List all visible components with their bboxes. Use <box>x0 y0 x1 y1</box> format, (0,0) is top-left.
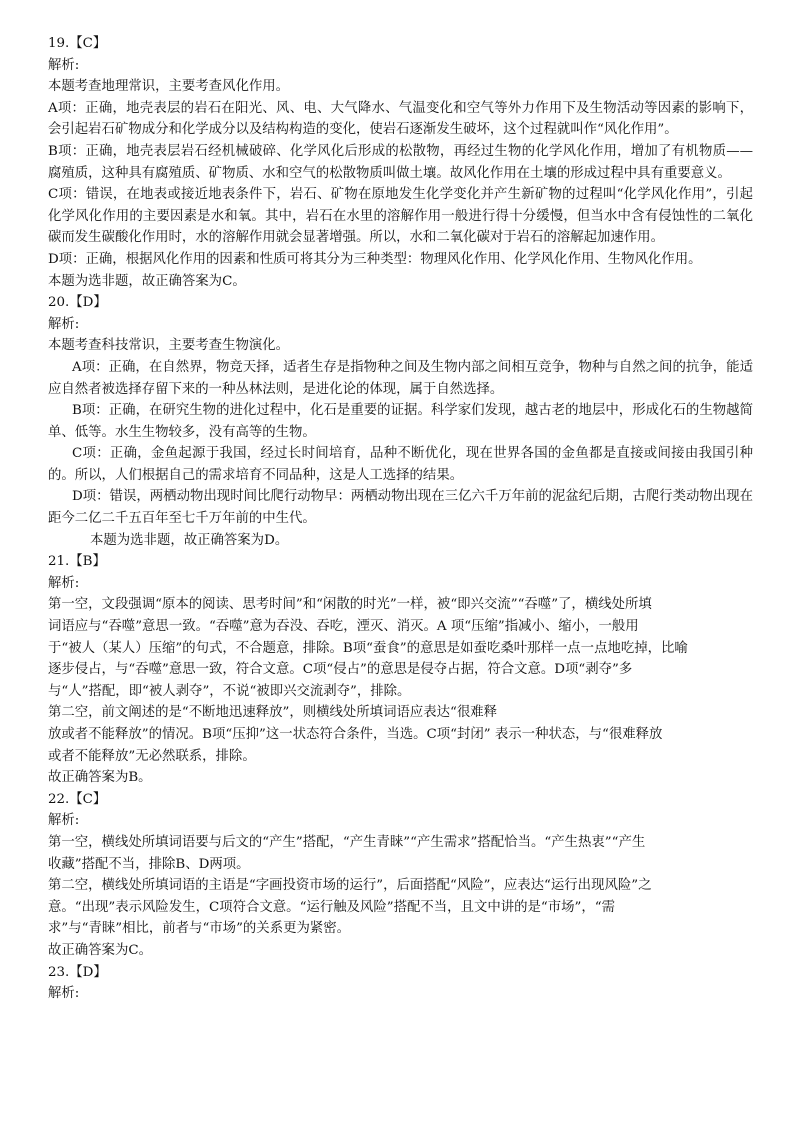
q19-conclusion: 本题为选非题，故正确答案为C。 <box>48 273 246 289</box>
q22-analysis-label: 解析: <box>48 813 80 829</box>
q21-blank1-line1: 第一空，文段强调“原本的阅读、思考时间”和“闲散的时光”一样，被“即兴交流”“吞噬”了，横线处所填 <box>48 597 652 613</box>
q21-blank2-line3: 或者不能释放”无必然联系，排除。 <box>48 748 256 764</box>
q21-blank1-line3: 于“被人（某人）压缩”的句式，不合题意，排除。B项“蚕食”的意思是如蚕吃桑叶那样一点一点地吃掉，比喻 <box>48 640 688 656</box>
q20-analysis-label: 解析: <box>48 316 80 332</box>
q19-option-b: B项：正确，地壳表层岩石经机械破碎、化学风化后形成的松散物，再经过生物的化学风化作用，增加了有机物质——腐殖质，这种具有腐殖质、矿物质、水和空气的松散物质叫做土壤。故风化作用在土壤的形成过程中具有重要意义。 <box>48 143 753 181</box>
q20-option-c: C项：正确，金鱼起源于我国，经过长时间培育，品种不断优化，现在世界各国的金鱼都是直接或间接由我国引种的。所以，人们根据自己的需求培育不同品种，这是人工选择的结果。 <box>48 446 753 483</box>
q20-number: 20.【D】 <box>48 295 107 311</box>
q20-option-a: A项：正确，在自然界，物竞天择，适者生存是指物种之间及生物内部之间相互竞争，物种与自然之间的抗争，能适应自然者被选择存留下来的一种丛林法则，是进化论的体现，属于自然选择。 <box>48 359 753 397</box>
q22-blank1-line2: 收藏”搭配不当，排除B、D两项。 <box>48 856 250 872</box>
q22-conclusion: 故正确答案为C。 <box>48 942 152 958</box>
q21-blank1-line2: 词语应与“吞噬”意思一致。“吞噬”意为吞没、吞吃，湮灭、消灭。A 项“压缩”指减小、缩小，一般用 <box>48 619 639 635</box>
q21-blank1-line5: 与“人”搭配，即“被人剥夺”，不说“被即兴交流剥夺”，排除。 <box>48 683 411 699</box>
q22-blank2-line1: 第二空，横线处所填词语的主语是“字画投资市场的运行”，后面搭配“风险”，应表达“运行出现风险”之 <box>48 878 652 894</box>
q21-blank2-line1: 第二空，前文阐述的是“不断地迅速释放”，则横线处所填词语应表达“很难释 <box>48 705 498 721</box>
q22-blank2-line2: 意。“出现”表示风险发生，C项符合文意。“运行触及风险”搭配不当，且文中讲的是“市场”，“需 <box>48 899 616 915</box>
q19-intro: 本题考查地理常识，主要考查风化作用。 <box>48 79 290 95</box>
q19-number: 19.【C】 <box>48 36 107 51</box>
q21-blank1-line4: 逐步侵占，与“吞噬”意思一致，符合文意。C项“侵占”的意思是侵夺占据，符合文意。D项“剥夺”多 <box>48 662 633 678</box>
q22-blank2-line3: 求”与“青睐”相比，前者与“市场”的关系更为紧密。 <box>48 921 351 937</box>
q20-conclusion: 本题为选非题，故正确答案为D。 <box>90 532 289 548</box>
q22-number: 22.【C】 <box>48 791 107 807</box>
q21-analysis-label: 解析: <box>48 575 80 591</box>
q23-number: 23.【D】 <box>48 964 107 980</box>
q20-intro: 本题考查科技常识，主要考查生物演化。 <box>48 338 290 354</box>
q19-analysis-label: 解析: <box>48 57 80 73</box>
q20-option-d: D项：错误，两栖动物出现时间比爬行动物早：两栖动物出现在三亿六千万年前的泥盆纪后期，古爬行类动物出现在距今二亿二千五百年至七千万年前的中生代。 <box>48 489 753 527</box>
q21-blank2-line2: 放或者不能释放”的情况。B项“压抑”这一状态符合条件，当选。C项“封闭” 表示一种状态，与“很难释放 <box>48 727 663 742</box>
q19-option-a: A项：正确，地壳表层的岩石在阳光、风、电、大气降水、气温变化和空气等外力作用下及生物活动等因素的影响下，会引起岩石矿物成分和化学成分以及结构构造的变化，使岩石逐渐发生破坏，这个过程就叫作“风化作用”。 <box>48 100 753 138</box>
q21-conclusion: 故正确答案为B。 <box>48 770 152 786</box>
q22-blank1-line1: 第一空，横线处所填词语要与后文的“产生”搭配，“产生青睐”“产生需求”搭配恰当。“产生热衷”“产生 <box>48 834 646 850</box>
q21-number: 21.【B】 <box>48 554 106 570</box>
q19-option-d: D项：正确，根据风化作用的因素和性质可将其分为三种类型：物理风化作用、化学风化作用、生物风化作用。 <box>48 251 702 267</box>
q19-option-c: C项：错误，在地表或接近地表条件下，岩石、矿物在原地发生化学变化并产生新矿物的过程叫“化学风化作用”，引起化学风化作用的主要因素是水和氧。其中，岩石在水里的溶解作用一般进行得十分缓慢，但当水中含有侵蚀性的二氧化碳而发生碳酸化作用时，水的溶解作用就会显著增强。所以，水和二氧化碳对于岩石的溶解起加速作用。 <box>48 187 753 246</box>
q23-analysis-label: 解析: <box>48 986 80 1002</box>
q20-option-b: B项：正确，在研究生物的进化过程中，化石是重要的证据。科学家们发现，越古老的地层中，形成化石的生物越简单、低等。水生生物较多，没有高等的生物。 <box>48 403 753 440</box>
